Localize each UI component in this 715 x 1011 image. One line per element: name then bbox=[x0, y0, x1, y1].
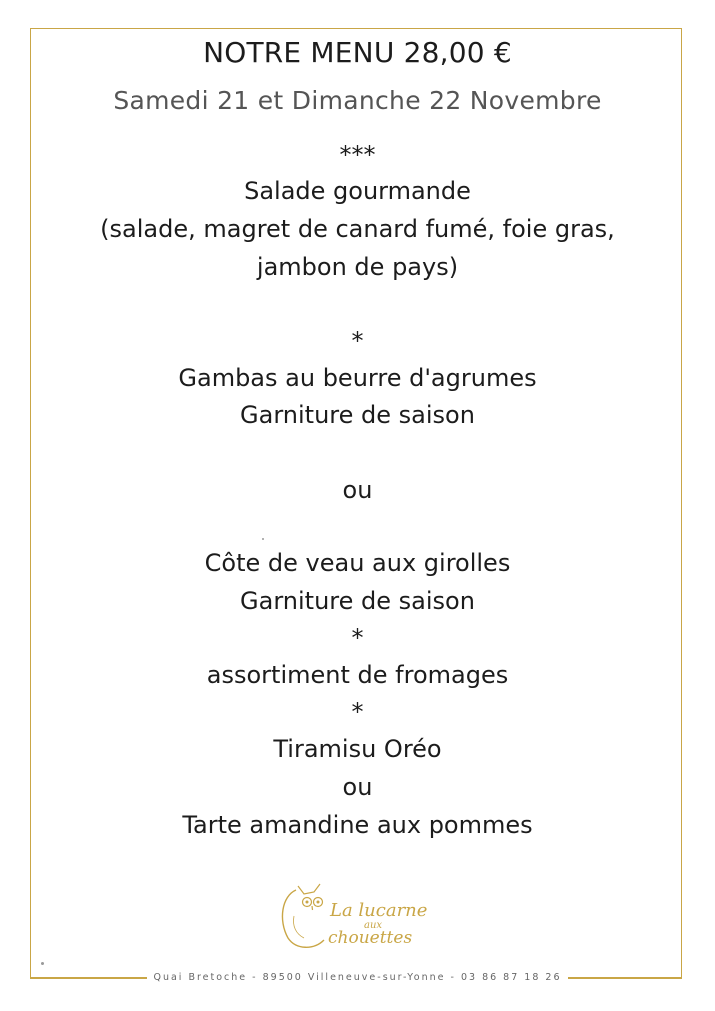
separator-2: * bbox=[351, 624, 364, 652]
footer-address bbox=[0, 972, 715, 983]
logo-text-line3: chouettes bbox=[328, 928, 413, 948]
separator-3: * bbox=[351, 698, 364, 726]
logo-text-line2: aux bbox=[364, 920, 383, 931]
dessert-1: Tiramisu Oréo bbox=[273, 735, 442, 763]
menu-date-subtitle: Samedi 21 et Dimanche 22 Novembre bbox=[113, 86, 602, 115]
footer-address-text: Quai Bretoche - 89500 Villeneuve-sur-Yonne - 03 86 87 18 26 bbox=[147, 972, 567, 983]
main-course-2-side: Garniture de saison bbox=[240, 587, 475, 615]
or-text-2: ou bbox=[342, 773, 373, 801]
entree-name: Salade gourmande bbox=[244, 177, 471, 205]
entree-description-line2: jambon de pays) bbox=[256, 253, 459, 281]
main-course-1-name: Gambas au beurre d'agrumes bbox=[178, 364, 537, 392]
menu-title: NOTRE MENU 28,00 € bbox=[203, 36, 512, 69]
paper-speck bbox=[41, 962, 44, 965]
paper-speck bbox=[262, 538, 264, 540]
restaurant-logo bbox=[274, 876, 444, 956]
separator-1: * bbox=[351, 327, 364, 355]
dessert-2: Tarte amandine aux pommes bbox=[182, 811, 533, 839]
or-text-1: ou bbox=[342, 476, 373, 504]
main-course-1-side: Garniture de saison bbox=[240, 401, 475, 429]
cheese-course: assortiment de fromages bbox=[206, 661, 509, 689]
logo-text-line1: La lucarne bbox=[330, 900, 428, 921]
main-course-2-name: Côte de veau aux girolles bbox=[204, 549, 511, 577]
entree-description-line1: (salade, magret de canard fumé, foie gras, bbox=[100, 215, 615, 243]
separator-top: *** bbox=[339, 141, 376, 169]
